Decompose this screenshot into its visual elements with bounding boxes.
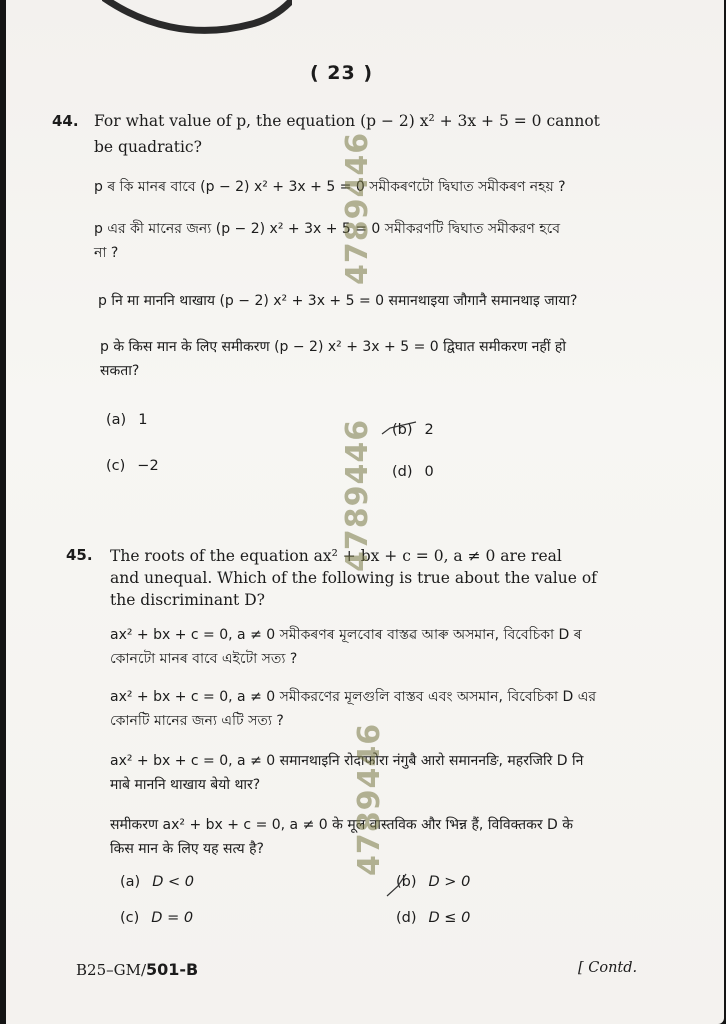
question-44-option-c — [106, 458, 159, 474]
paper-code-prefix: B25–GM/ — [76, 961, 147, 979]
pen-tick-mark — [380, 420, 420, 442]
question-45-english-line1: The roots of the equation ax² + bx + c = 0, a ≠ 0 are real — [110, 547, 562, 565]
continued-label: [ Contd. — [578, 960, 638, 976]
question-44-hindi-line1: p के किस मान के लिए समीकरण (p − 2) x² + 3x + 5 = 0 द्विघात समीकरण नहीं हो — [100, 339, 566, 355]
option-value: D > 0 — [428, 874, 471, 890]
question-44-assamese: p ৰ কি মানৰ বাবে (p − 2) x² + 3x + 5 = 0 সমীকৰণটো দ্বিঘাত সমীকৰণ নহয় ? — [94, 179, 566, 195]
option-label: (c) — [106, 458, 126, 474]
option-value: D = 0 — [151, 910, 194, 926]
option-label: (d) — [392, 464, 413, 480]
option-label: (a) — [106, 412, 127, 428]
serial-stamp: 4789446 — [340, 418, 375, 572]
question-44-hindi-line2: सकता? — [100, 363, 140, 379]
question-45-hindi-line2: किस मान के लिए यह सत्य है? — [110, 841, 264, 857]
question-44-number: 44. — [52, 112, 79, 130]
option-label: (b) — [396, 874, 417, 890]
option-value: 0 — [424, 464, 434, 480]
question-44-bengali-line2: না ? — [94, 245, 119, 261]
question-44-option-d — [392, 464, 434, 480]
paper-code — [76, 960, 198, 979]
question-44-english-line2: be quadratic? — [94, 138, 202, 156]
question-45-number: 45. — [66, 546, 93, 564]
question-44-bengali-line1: p এর কী মানের জন্য (p − 2) x² + 3x + 5 = 0 সমীকরণটি দ্বিঘাত সমীকরণ হবে — [94, 221, 561, 237]
serial-stamp: 4789446 — [340, 131, 375, 285]
option-label: (b) — [392, 422, 413, 438]
option-value: 1 — [138, 412, 148, 428]
question-44-english-line1: For what value of p, the equation (p − 2) x² + 3x + 5 = 0 cannot — [94, 112, 600, 130]
question-45-assamese-line1: ax² + bx + c = 0, a ≠ 0 সমীকৰণৰ মূলবোৰ বাস্তৱ আৰু অসমান, বিবেচিকা D ৰ — [110, 627, 582, 643]
question-45-option-c — [120, 910, 193, 926]
question-45-option-a — [120, 874, 194, 890]
question-45-hindi-line1: समीकरण ax² + bx + c = 0, a ≠ 0 के मूल वास्तविक और भिन्न हैं, विविक्तकर D के — [110, 817, 574, 833]
question-45-assamese-line2: কোনটো মানৰ বাবে এইটো সত্য ? — [110, 651, 298, 667]
question-45-bengali-line1: ax² + bx + c = 0, a ≠ 0 সমীকরণের মূলগুলি বাস্তব এবং অসমান, বিবেচিকা D এর — [110, 689, 597, 705]
question-45-english-line2: and unequal. Which of the following is true about the value of — [110, 569, 597, 587]
question-45-english-line3: the discriminant D? — [110, 591, 265, 609]
question-45-bodo-line2: माबे माननि थाखाय बेयो थार? — [110, 777, 261, 793]
exam-page — [6, 0, 724, 1024]
page-number: ( 23 ) — [310, 62, 374, 84]
question-44-bodo: p नि मा माननि थाखाय (p − 2) x² + 3x + 5 = 0 समानथाइया जौगानै समानथाइ जाया? — [98, 293, 578, 309]
option-label: (a) — [120, 874, 141, 890]
question-45-bengali-line2: কোনটি মানের জন্য এটি সত্য ? — [110, 713, 284, 729]
option-label: (d) — [396, 910, 417, 926]
question-45-bodo-line1: ax² + bx + c = 0, a ≠ 0 समानथाइनि रोदाफोरा नंगुबै आरो समाननङि, महरजिरि D नि — [110, 753, 584, 769]
paper-code-bold: 501-B — [146, 960, 199, 979]
option-value: D ≤ 0 — [428, 910, 471, 926]
question-44-option-a — [106, 412, 147, 428]
option-label: (c) — [120, 910, 140, 926]
option-value: D < 0 — [152, 874, 194, 890]
pen-tick-mark — [384, 872, 418, 900]
option-value: −2 — [137, 458, 159, 474]
ink-stroke-mark — [102, 0, 292, 54]
question-45-option-d — [396, 910, 470, 926]
option-value: 2 — [424, 422, 434, 438]
serial-stamp: 4789446 — [352, 722, 387, 876]
